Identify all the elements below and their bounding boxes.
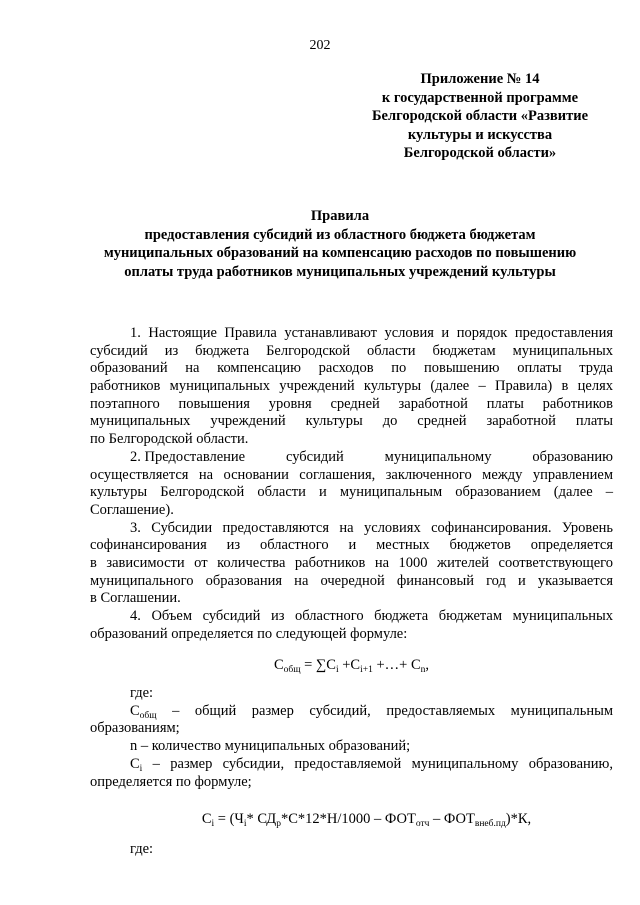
word: субсидий [286,448,344,465]
formula-subscript: i [211,819,215,830]
text-line: 4. Объем субсидий из областного бюджета бюджетам муниципальных [130,608,613,624]
appendix-line: к государственной программе [381,89,579,106]
appendix-line: Приложение № 14 [420,71,540,87]
formula-part: +…+ С [372,657,421,674]
title-heading: Правила [310,208,370,224]
appendix-heading [360,70,600,163]
text-line: работников муниципальных учреждений культуры (далее – Правила) в целях [90,378,613,395]
text-line: культуры Белгородской области и муниципальным образованием (далее – [90,484,613,501]
formula-subscript: i [335,665,339,676]
text-line: осуществляется на основании соглашения, заключенного между управлением [90,466,613,483]
text-line [90,449,613,467]
appendix-line: Белгородской области «Развитие [371,108,589,124]
text-line: по Белгородской области. [90,431,249,448]
formula-symbol: С [273,657,284,674]
text-line: образованиям; [90,720,180,737]
text-line [90,756,613,774]
paragraph-3 [90,520,613,608]
formula-subscript: р [276,819,281,830]
text-line: субсидий из бюджета Белгородской области бюджетам муниципальных [90,342,613,359]
formula-subscript: общ [283,665,301,676]
text-line: 3. Субсидии предоставляются на условиях софинансирования. Уровень [130,519,613,536]
formula-part: – ФОТ [429,811,475,828]
where-label: где: [130,685,154,702]
document-body [90,325,613,859]
formula-subsidy-per-municipality [120,811,613,829]
definition-text: – размер субсидии, предоставляемой муниципальному образованию, [142,755,613,772]
formula-subscript: отч [415,819,430,830]
formula-subscript: i [243,819,247,830]
word: образованию [532,448,613,465]
formula-part: * СД [246,811,277,828]
formula-total-subsidy [90,657,613,675]
definition-text: – общий размер субсидий, предоставляемых муниципальным [156,702,613,719]
formula-symbol: С [130,702,140,719]
formula-subscript: i [139,763,143,774]
text-line: образований на компенсацию расходов по повышению оплаты труда [90,360,613,377]
word: муниципальному [384,448,492,465]
text-line: 1. Настоящие Правила устанавливают условия и порядок предоставления [130,325,613,341]
paragraph-2 [90,449,613,520]
formula-subscript: i+1 [360,665,373,676]
text-line: муниципального образования на очередной финансовый год и указывается [90,572,613,589]
paragraph-1 [90,325,613,449]
text-line [90,703,613,721]
text-line: образований определяется по следующей формуле: [90,625,408,642]
definition-c-i [90,756,613,791]
title-line: муниципальных образований на компенсацию расходов по повышению [103,245,577,261]
text-line: поэтапного повышения уровня средней заработной платы работников [90,395,613,412]
formula-symbol: С [201,811,212,828]
text-line: муниципальных учреждений культуры до средней заработной платы [90,413,613,430]
paragraph-4 [90,608,613,643]
formula-part: )*К, [505,811,532,828]
text-line: софинансирования из областного и местных бюджетов определяется [90,537,613,554]
text-line: в Соглашении. [90,590,181,607]
formula-part: +С [338,657,361,674]
page-number: 202 [309,38,331,53]
formula-subscript: n [420,665,426,676]
definition-n: n – количество муниципальных образований; [130,738,411,755]
appendix-line: Белгородской области» [403,145,557,161]
formula-part: = ∑С [300,657,336,674]
appendix-line: культуры и искусства [407,126,553,143]
formula-part: = (Ч [214,811,244,828]
title-line: предоставления субсидий из областного бюджета бюджетам [144,226,536,243]
formula-subscript: внеб.пд [474,819,506,830]
formula-symbol: С [130,755,140,772]
formula-part: , [425,657,430,674]
word: 2. Предоставление [130,448,246,465]
text-line: в зависимости от количества работников на 1000 жителей соответствующего [90,554,613,571]
formula-part: *С*12*Н/1000 – ФОТ [280,811,416,828]
definition-c-total [90,703,613,738]
title-line: оплаты труда работников муниципальных учреждений культуры [124,263,556,280]
text-line: Соглашение). [90,501,174,518]
text-line: определяется по формуле; [90,773,252,790]
formula-subscript: общ [139,710,157,721]
document-title [60,207,620,281]
where-label: где: [130,840,154,857]
